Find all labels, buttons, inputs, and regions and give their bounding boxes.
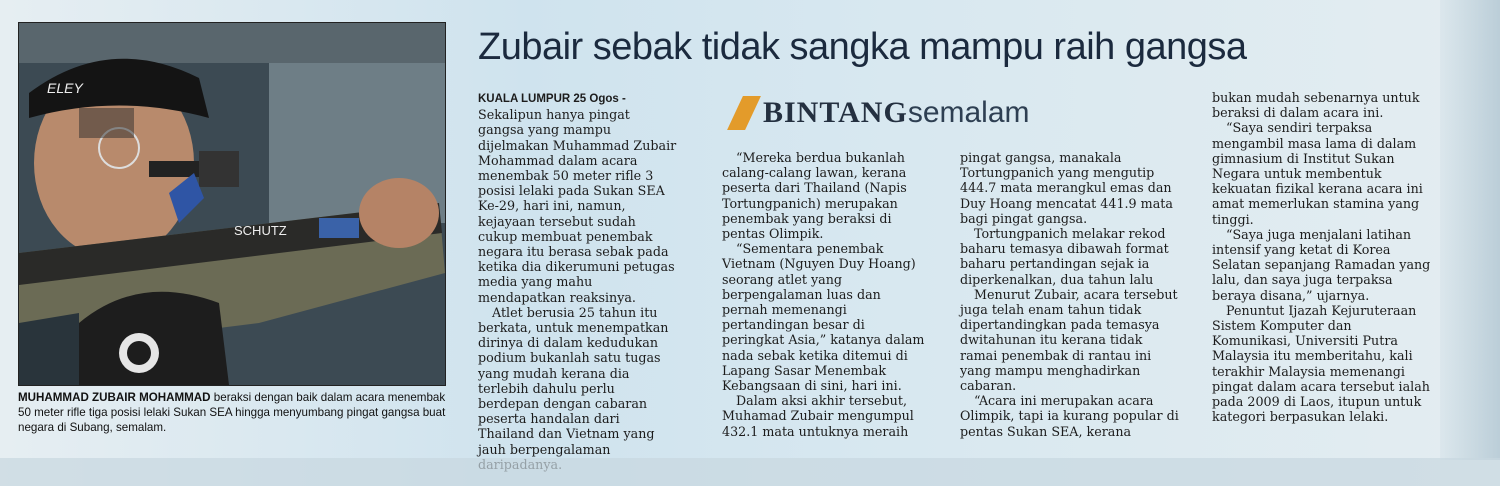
- cap-logo-text: ELEY: [47, 80, 83, 96]
- paragraph: Atlet berusia 25 tahun itu berkata, untuk menempatkan dirinya di dalam kedudukan podium bukanlah satu tugas yang mudah kerana dia terlebih dahulu perlu berdepan dengan cabaran peserta handalan dari Thailand dan Vietnam yang jauh berpengalaman: [478, 304, 669, 457]
- paragraph: “Saya juga menjalani latihan intensif yang ketat di Korea Selatan sepanjang Ramadan yang lalu, dan saya juga terpaksa beraya disana,” ujarnya.: [1212, 226, 1431, 303]
- dateline-text: KUALA LUMPUR 25 Ogos -: [478, 93, 626, 105]
- headline: Zubair sebak tidak sangka mampu raih gangsa: [478, 26, 1247, 68]
- paragraph: “Mereka berdua bukanlah calang-calang lawan, kerana peserta dari Thailand (Napis Tortungpanich) merupakan penembak yang beraksi di pentas Olimpik.: [722, 150, 907, 242]
- article-column-1: [478, 90, 678, 472]
- article-column-2: [722, 150, 927, 439]
- section-tag: [735, 93, 1030, 133]
- article-column-4: [1212, 90, 1434, 424]
- caption-text: beraksi dengan baik dalam acara menembak 50 meter rifle tiga posisi lelaki Sukan SEA hingga menyumbang pingat gangsa buat negara di Subang, semalam.: [18, 391, 446, 434]
- paragraph: pingat gangsa, manakala Tortungpanich yang mengutip 444.7 mata merangkul emas dan Duy Hoang mencatat 441.9 mata bagi pingat gangsa.: [960, 150, 1173, 226]
- article-column-3: [960, 150, 1182, 439]
- dateline: [478, 90, 678, 107]
- paragraph: Tortungpanich melakar rekod baharu temasya dibawah format baharu pertandingan sejak ia diperkenalkan, dua tahun lalu: [960, 226, 1169, 287]
- paragraph: Sekalipun hanya pingat gangsa yang mampu dijelmakan Muhammad Zubair Mohammad dalam acara menembak 50 meter rifle 3 posisi lelaki pada Sukan SEA Ke-29, hari ini, namun, kejayaan tersebut sudah cukup membuat penembak negara itu berasa sebak pada ketika dia dikerumuni petugas media yang mahu mendapatkan reaksinya.: [478, 107, 677, 305]
- paragraph: “Saya sendiri terpaksa mengambil masa lama di dalam gimnasium di Institut Sukan Negara untuk membentuk kekuatan fizikal kerana acara ini amat memerlukan stamina yang tinggi.: [1212, 120, 1423, 227]
- paragraph: Menurut Zubair, acara tersebut juga telah enam tahun tidak dipertandingkan pada temasya dwitahunan itu kerana tidak ramai penembak di rantau ini yang mampu menghadirkan cabaran.: [960, 286, 1178, 394]
- tag-light: semalam: [907, 96, 1030, 129]
- paragraph: “Sementara penembak Vietnam (Nguyen Duy Hoang) seorang atlet yang berpengalaman luas dan pernah memenangi pertandingan besar di peringkat Asia,” katanya dalam nada sebak ketika ditemui di Lapang Sasar Menembak Kebangsaan di sini, hari ini.: [722, 241, 925, 394]
- caption-name: MUHAMMAD ZUBAIR MOHAMMAD: [18, 391, 211, 404]
- shooter-illustration: [19, 23, 445, 385]
- photo-caption: [18, 390, 450, 435]
- paragraph: Dalam aksi akhir tersebut, Muhamad Zubair mengumpul 432.1 mata untuknya meraih: [722, 393, 914, 439]
- paragraph: bukan mudah sebenarnya untuk beraksi di dalam acara ini.: [1212, 90, 1420, 121]
- adjacent-page-edge: [1440, 0, 1500, 460]
- paragraph: Penuntut Ijazah Kejuruteraan Sistem Komputer dan Komunikasi, Universiti Putra Malaysia itu memberitahu, kali terakhir Malaysia memenangi pingat dalam acara tersebut ialah pada 2009 di Laos, itupun untuk kategori berpasukan lelaki.: [1212, 302, 1430, 425]
- rifle-brand-text: SCHUTZ: [234, 223, 287, 238]
- tag-strong: BINTANG: [763, 96, 908, 129]
- page-footer-strip: [0, 458, 1500, 486]
- tag-slash-mark: [727, 96, 761, 130]
- paragraph: “Acara ini merupakan acara Olimpik, tapi ia kurang popular di pentas Sukan SEA, kerana: [960, 393, 1179, 439]
- shooter-photo: [18, 22, 446, 386]
